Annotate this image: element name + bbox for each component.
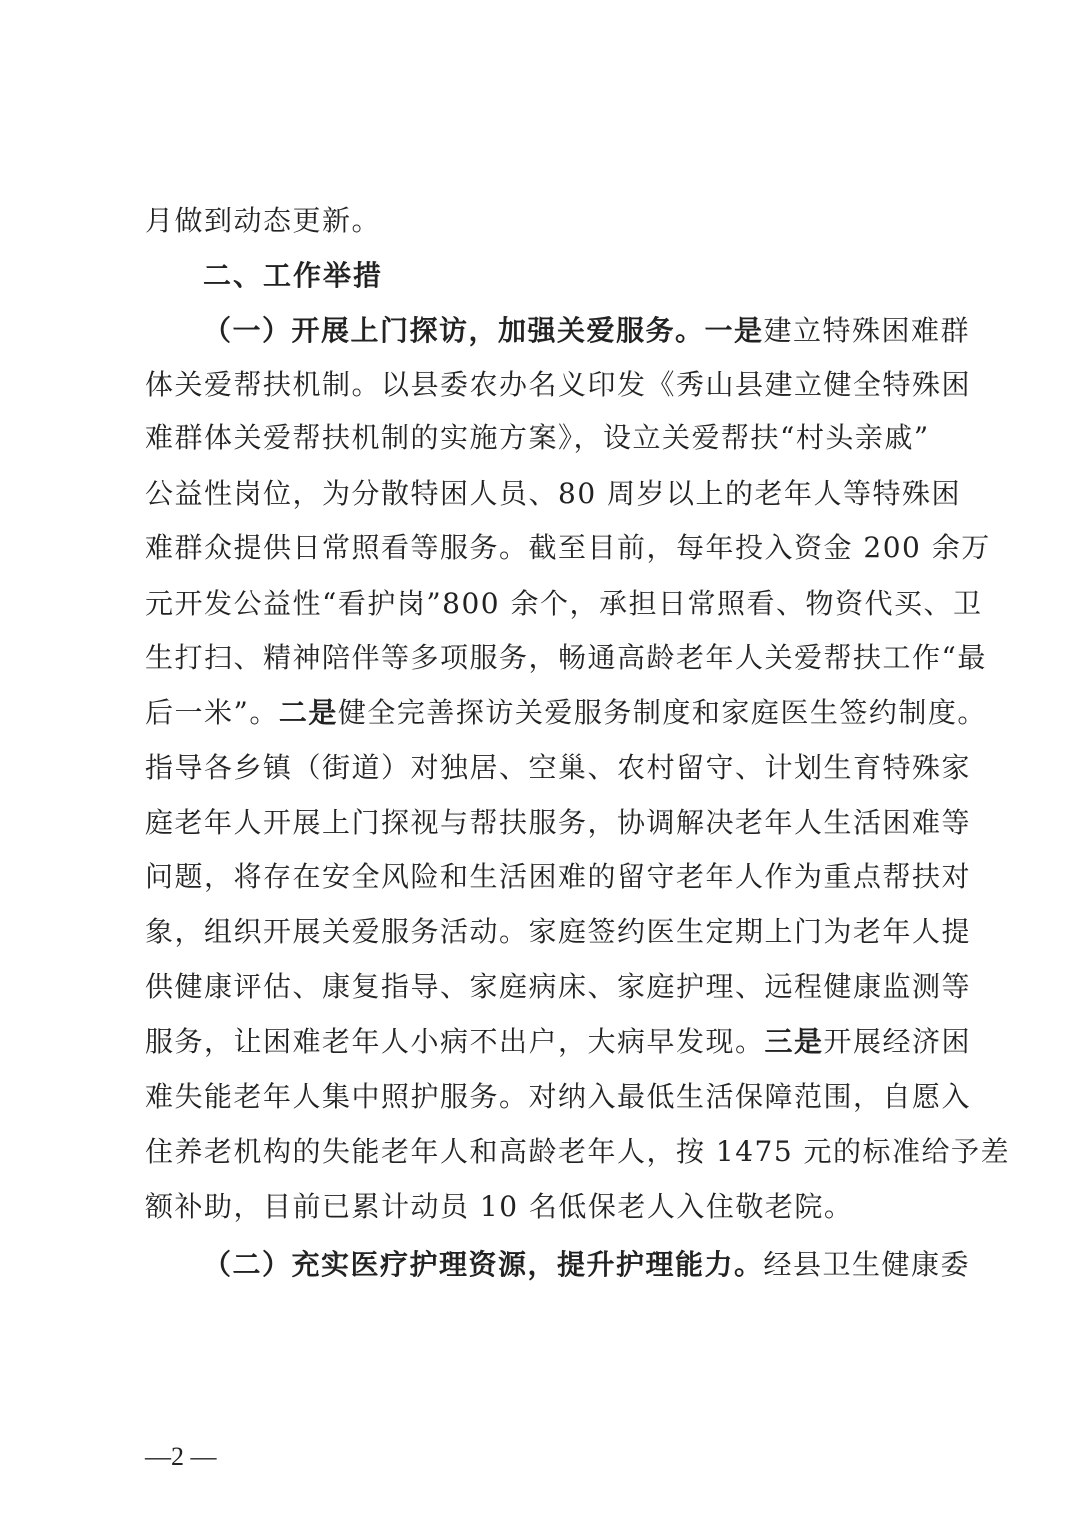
text-line: 问题，将存在安全风险和生活困难的留守老年人作为重点帮扶对 — [145, 860, 972, 893]
point-marker: 一是 — [704, 314, 764, 347]
subsection-heading: （二）充实医疗护理资源，提升护理能力。 — [203, 1248, 764, 1281]
text-line: 难群体关爱帮扶机制的实施方案》，设立关爱帮扶“村头亲戚” — [145, 421, 930, 454]
text-line: 公益性岗位，为分散特困人员、80 周岁以上的老年人等特殊困 — [145, 477, 962, 510]
text-line: 庭老年人开展上门探视与帮扶服务，协调解决老年人生活困难等 — [145, 806, 972, 839]
text-line: 元开发公益性“看护岗”800 余个，承担日常照看、物资代买、卫 — [145, 587, 983, 620]
text-line: 月做到动态更新。 — [145, 204, 382, 237]
text-line: 体关爱帮扶机制。以县委农办名义印发《秀山县建立健全特殊困 — [145, 368, 972, 401]
text-line: 额补助，目前已累计动员 10 名低保老人入住敬老院。 — [145, 1190, 854, 1223]
text-line: 生打扫、精神陪伴等多项服务，畅通高龄老年人关爱帮扶工作“最 — [145, 641, 987, 674]
text-line: （一）开展上门探访，加强关爱服务。一是建立特殊困难群 — [203, 314, 971, 347]
point-marker: 二是 — [278, 696, 338, 729]
text-line: 指导各乡镇（街道）对独居、空巢、农村留守、计划生育特殊家 — [145, 751, 972, 784]
text-line: 服务，让困难老年人小病不出户，大病早发现。三是开展经济困 — [145, 1025, 972, 1058]
page-number: —2 — — [145, 1442, 217, 1471]
point-marker: 三是 — [764, 1025, 824, 1058]
text-line: 象，组织开展关爱服务活动。家庭签约医生定期上门为老年人提 — [145, 915, 972, 948]
text-line: 难失能老年人集中照护服务。对纳入最低生活保障范围，自愿入 — [145, 1080, 972, 1113]
subsection-heading: （一）开展上门探访，加强关爱服务。 — [203, 314, 705, 347]
section-heading: 二、工作举措 — [203, 259, 384, 292]
text-line: （二）充实医疗护理资源，提升护理能力。经县卫生健康委 — [203, 1248, 971, 1281]
text-line: 后一米”。二是健全完善探访关爱服务制度和家庭医生签约制度。 — [145, 696, 987, 729]
text-line: 住养老机构的失能老年人和高龄老年人，按 1475 元的标准给予差 — [145, 1135, 1011, 1168]
text-line: 供健康评估、康复指导、家庭病床、家庭护理、远程健康监测等 — [145, 970, 972, 1003]
text-line: 难群众提供日常照看等服务。截至目前，每年投入资金 200 余万 — [145, 531, 991, 564]
